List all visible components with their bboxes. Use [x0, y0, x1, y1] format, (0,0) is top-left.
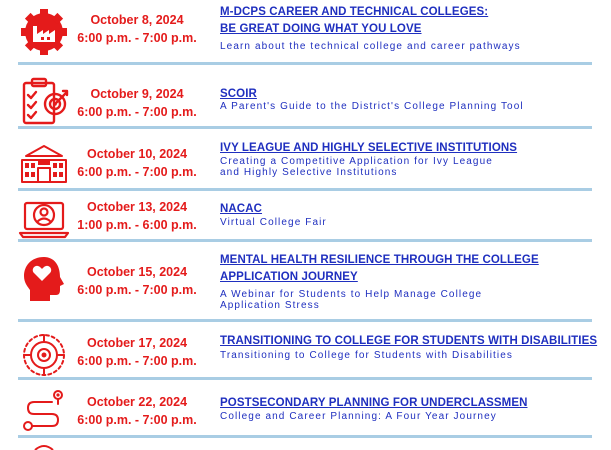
event-description: A Webinar for Students to Help Manage College — [220, 289, 483, 300]
head-heart-icon — [18, 253, 70, 305]
event-title[interactable]: TRANSITIONING TO COLLEGE FOR STUDENTS WITH DISABILITIES — [220, 335, 598, 347]
laptop-user-icon — [18, 193, 70, 245]
divider — [18, 435, 592, 438]
event-title[interactable]: NACAC — [220, 203, 263, 215]
divider — [18, 319, 592, 322]
event-description: Learn about the technical college and career pathways — [220, 41, 521, 52]
divider — [18, 188, 592, 191]
event-date: October 10, 2024 — [86, 147, 188, 161]
route-pins-icon — [18, 386, 70, 438]
divider — [18, 126, 592, 129]
event-time: 6:00 p.m. - 7:00 p.m. — [77, 283, 197, 297]
event-title[interactable]: IVY LEAGUE AND HIGHLY SELECTIVE INSTITUTIONS — [220, 142, 518, 154]
event-description: Virtual College Fair — [220, 217, 327, 228]
event-date: October 13, 2024 — [86, 200, 188, 214]
event-title[interactable]: POSTSECONDARY PLANNING FOR UNDERCLASSMEN — [220, 397, 528, 409]
factory-gear-icon — [18, 6, 70, 58]
event-description: College and Career Planning: A Four Year Journey — [220, 411, 497, 422]
event-title[interactable]: APPLICATION JOURNEY — [220, 271, 358, 283]
accessibility-gear-icon — [18, 329, 70, 381]
event-date: October 9, 2024 — [90, 87, 184, 101]
event-time: 6:00 p.m. - 7:00 p.m. — [77, 165, 197, 179]
event-time: 6:00 p.m. - 7:00 p.m. — [77, 413, 197, 427]
event-description: and Highly Selective Institutions — [220, 167, 398, 178]
event-title[interactable]: SCOIR — [220, 88, 257, 100]
event-title[interactable]: BE GREAT DOING WHAT YOU LOVE — [220, 23, 422, 35]
divider — [18, 62, 592, 65]
event-date: October 22, 2024 — [86, 395, 188, 409]
event-date: October 8, 2024 — [90, 13, 184, 27]
event-time: 1:00 p.m. - 6:00 p.m. — [77, 218, 197, 232]
divider — [18, 239, 592, 242]
event-title[interactable]: M-DCPS CAREER AND TECHNICAL COLLEGES: — [220, 6, 489, 18]
university-building-icon — [18, 138, 70, 190]
event-title[interactable]: MENTAL HEALTH RESILIENCE THROUGH THE COLLEGE — [220, 254, 539, 266]
event-description: Creating a Competitive Application for Ivy League — [220, 156, 493, 167]
event-date: October 17, 2024 — [86, 336, 188, 350]
event-description: Transitioning to College for Students with Disabilities — [220, 350, 514, 361]
clipboard-target-icon — [18, 76, 70, 128]
event-description: Application Stress — [220, 300, 320, 311]
event-date: October 15, 2024 — [86, 265, 188, 279]
event-time: 6:00 p.m. - 7:00 p.m. — [77, 31, 197, 45]
event-time: 6:00 p.m. - 7:00 p.m. — [77, 105, 197, 119]
event-description: A Parent's Guide to the District's College Planning Tool — [220, 101, 524, 112]
partial-icon — [33, 444, 55, 450]
divider — [18, 377, 592, 380]
event-time: 6:00 p.m. - 7:00 p.m. — [77, 354, 197, 368]
